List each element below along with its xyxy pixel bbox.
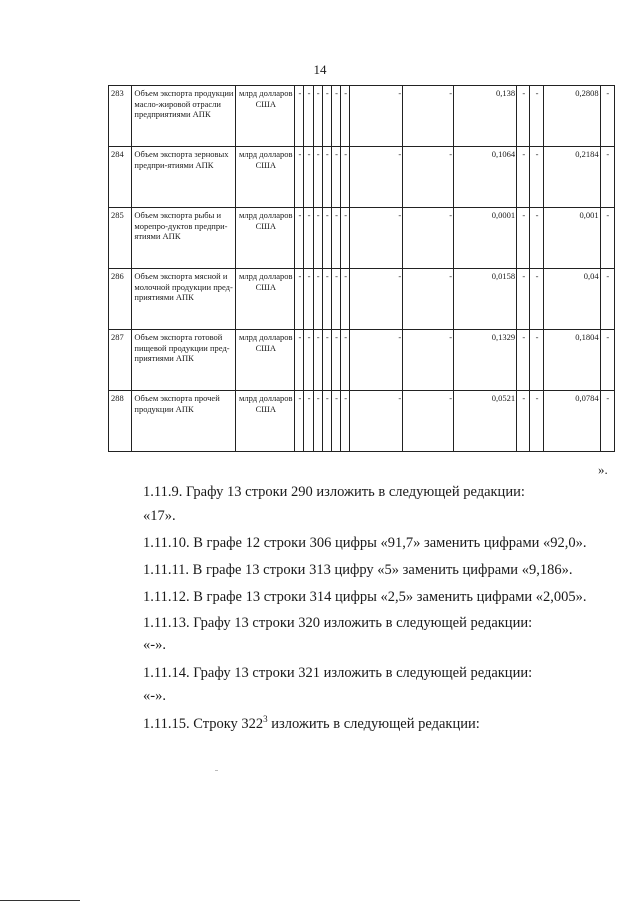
- empty-value: -: [313, 86, 322, 147]
- empty-value: -: [600, 330, 614, 391]
- unit-of-measure: млрд долларов США: [236, 147, 295, 208]
- empty-value: -: [600, 208, 614, 269]
- paragraph-1-11-15: [143, 714, 480, 733]
- empty-value: -: [530, 147, 543, 208]
- value-cell: 0,04: [543, 269, 600, 330]
- empty-value: -: [304, 147, 313, 208]
- empty-value: -: [295, 86, 304, 147]
- value-cell: 0,001: [543, 208, 600, 269]
- empty-value: -: [341, 330, 350, 391]
- empty-value: -: [600, 269, 614, 330]
- empty-value: -: [403, 330, 454, 391]
- empty-value: -: [331, 391, 340, 452]
- empty-value: -: [304, 208, 313, 269]
- closing-quote: ».: [598, 462, 608, 477]
- empty-value: -: [350, 269, 403, 330]
- indicator-name: Объем экспорта рыбы и морепро-дуктов предпри-ятиями АПК: [132, 208, 236, 269]
- empty-value: -: [403, 391, 454, 452]
- empty-value: -: [322, 147, 331, 208]
- empty-value: -: [313, 208, 322, 269]
- empty-value: -: [295, 147, 304, 208]
- paragraph-1-11-10: 1.11.10. В графе 12 строки 306 цифры «91,7» заменить цифрами «92,0».: [143, 535, 587, 551]
- empty-value: -: [341, 391, 350, 452]
- scan-mark: [215, 770, 218, 771]
- empty-value: -: [295, 330, 304, 391]
- empty-value: -: [331, 86, 340, 147]
- value-cell: 0,0784: [543, 391, 600, 452]
- row-number: 285: [109, 208, 132, 269]
- paragraph-1-11-15-rest: изложить в следующей редакции:: [267, 715, 480, 732]
- value-cell: 0,1804: [543, 330, 600, 391]
- paragraph-1-11-14: 1.11.14. Графу 13 строки 321 изложить в следующей редакции:: [143, 665, 533, 681]
- empty-value: -: [403, 147, 454, 208]
- empty-value: -: [313, 147, 322, 208]
- empty-value: -: [331, 269, 340, 330]
- value-cell: 0,2184: [543, 147, 600, 208]
- value-cell: 0,2808: [543, 86, 600, 147]
- empty-value: -: [517, 86, 530, 147]
- unit-of-measure: млрд долларов США: [236, 269, 295, 330]
- value-cell: 0,1329: [454, 330, 517, 391]
- value-cell: 0,138: [454, 86, 517, 147]
- empty-value: -: [331, 208, 340, 269]
- empty-value: -: [530, 208, 543, 269]
- empty-value: -: [322, 208, 331, 269]
- empty-value: -: [304, 330, 313, 391]
- empty-value: -: [403, 269, 454, 330]
- unit-of-measure: млрд долларов США: [236, 330, 295, 391]
- page-number: 14: [313, 62, 327, 77]
- table-row: [109, 391, 615, 452]
- row-number: 286: [109, 269, 132, 330]
- empty-value: -: [322, 391, 331, 452]
- row-number: 284: [109, 147, 132, 208]
- empty-value: -: [295, 208, 304, 269]
- unit-of-measure: млрд долларов США: [236, 391, 295, 452]
- footnote-divider: [0, 900, 80, 901]
- empty-value: -: [295, 269, 304, 330]
- empty-value: -: [313, 391, 322, 452]
- empty-value: -: [403, 208, 454, 269]
- paragraph-1-11-13-value: «-».: [143, 637, 166, 653]
- superscript-3: 3: [263, 714, 268, 724]
- paragraph-1-11-15-text: 1.11.15. Строку 322: [143, 715, 264, 732]
- empty-value: -: [350, 147, 403, 208]
- table-row: [109, 269, 615, 330]
- empty-value: -: [295, 391, 304, 452]
- empty-value: -: [350, 330, 403, 391]
- paragraph-1-11-13: 1.11.13. Графу 13 строки 320 изложить в следующей редакции:: [143, 615, 533, 631]
- paragraph-1-11-11: 1.11.11. В графе 13 строки 313 цифру «5» заменить цифрами «9,186».: [143, 562, 573, 578]
- empty-value: -: [517, 147, 530, 208]
- empty-value: -: [530, 269, 543, 330]
- table-row: [109, 147, 615, 208]
- empty-value: -: [600, 86, 614, 147]
- empty-value: -: [530, 86, 543, 147]
- indicator-name: Объем экспорта зерновых предпри-ятиями АПК: [132, 147, 236, 208]
- empty-value: -: [331, 147, 340, 208]
- unit-of-measure: млрд долларов США: [236, 86, 295, 147]
- value-cell: 0,0521: [454, 391, 517, 452]
- value-cell: 0,0001: [454, 208, 517, 269]
- empty-value: -: [600, 147, 614, 208]
- empty-value: -: [341, 269, 350, 330]
- value-cell: 0,1064: [454, 147, 517, 208]
- row-number: 283: [109, 86, 132, 147]
- empty-value: -: [304, 269, 313, 330]
- empty-value: -: [304, 391, 313, 452]
- empty-value: -: [517, 330, 530, 391]
- empty-value: -: [517, 208, 530, 269]
- unit-of-measure: млрд долларов США: [236, 208, 295, 269]
- indicator-table: [108, 85, 615, 452]
- empty-value: -: [350, 391, 403, 452]
- paragraph-1-11-12: 1.11.12. В графе 13 строки 314 цифры «2,5» заменить цифрами «2,005».: [143, 589, 587, 605]
- empty-value: -: [331, 330, 340, 391]
- empty-value: -: [530, 391, 543, 452]
- indicator-name: Объем экспорта мясной и молочной продукции пред-приятиями АПК: [132, 269, 236, 330]
- empty-value: -: [313, 330, 322, 391]
- empty-value: -: [530, 330, 543, 391]
- table-row: [109, 208, 615, 269]
- indicator-name: Объем экспорта готовой пищевой продукции пред-приятиями АПК: [132, 330, 236, 391]
- empty-value: -: [341, 208, 350, 269]
- empty-value: -: [341, 86, 350, 147]
- empty-value: -: [350, 208, 403, 269]
- table-row: [109, 330, 615, 391]
- empty-value: -: [403, 86, 454, 147]
- empty-value: -: [313, 269, 322, 330]
- empty-value: -: [304, 86, 313, 147]
- indicator-name: Объем экспорта продукции масло-жировой отрасли предприятиями АПК: [132, 86, 236, 147]
- empty-value: -: [350, 86, 403, 147]
- indicator-name: Объем экспорта прочей продукции АПК: [132, 391, 236, 452]
- empty-value: -: [322, 330, 331, 391]
- empty-value: -: [600, 391, 614, 452]
- empty-value: -: [341, 147, 350, 208]
- row-number: 288: [109, 391, 132, 452]
- paragraph-1-11-14-value: «-».: [143, 688, 166, 704]
- value-cell: 0,0158: [454, 269, 517, 330]
- table-row: [109, 86, 615, 147]
- empty-value: -: [517, 391, 530, 452]
- row-number: 287: [109, 330, 132, 391]
- paragraph-1-11-9: 1.11.9. Графу 13 строки 290 изложить в следующей редакции:: [143, 484, 525, 500]
- empty-value: -: [517, 269, 530, 330]
- paragraph-1-11-9-value: «17».: [143, 508, 176, 524]
- empty-value: -: [322, 86, 331, 147]
- empty-value: -: [322, 269, 331, 330]
